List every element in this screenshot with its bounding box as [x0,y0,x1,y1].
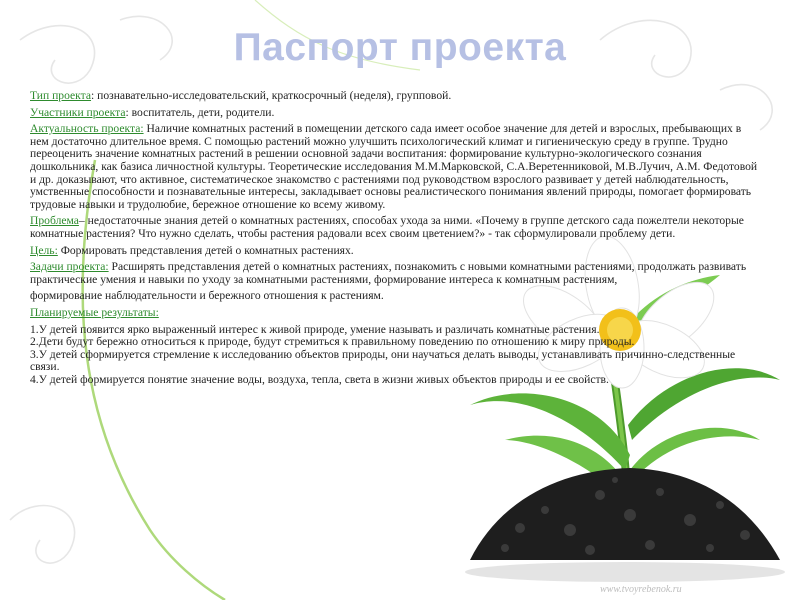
goal-paragraph [30,245,758,258]
problem-paragraph [30,215,758,240]
tasks-paragraph [30,261,758,286]
soil-pile-icon [465,468,785,582]
project-type-label: Тип проекта [30,89,92,102]
tasks-text-continued: формирование наблюдательности и бережного отношения к растениям. [30,289,384,303]
goal-label: Цель: [30,243,58,257]
result-item: 4.У детей формируется понятие значение воды, воздуха, тепла, света в жизни живых объектов природы и ее свойств. [30,372,609,386]
watermark: www.tvoyrebenok.ru [600,584,682,595]
results-heading [30,307,758,320]
participants-paragraph [30,107,758,120]
tasks-paragraph-continued [30,290,758,303]
result-item: 3.У детей сформируется стремление к исследованию объектов природы, они научаться делать выводы, устанавливать причинно-следственные связи. [30,347,736,374]
goal-text: Формировать представления детей о комнатных растениях. [57,243,354,257]
results-list [30,324,758,387]
relevance-label: Актуальность проекта: [30,122,144,136]
result-item: 1.У детей появится ярко выраженный интерес к живой природе, умение называть и различать комнатные растения. [30,322,600,336]
project-type-paragraph [30,90,758,103]
tasks-text: Расширять представления детей о комнатных растениях, познакомить с новыми комнатными растениями, продолжать развивать практические умения и навыки по уходу за комнатными растениями, формирование интереса к комнатным растениям, [30,260,747,286]
result-item: 2.Дети будут бережно относиться к природе, будут стремиться к правильному поведению по отношению к миру природы. [30,335,635,349]
project-type-text: : познавательно-исследовательский, краткосрочный (неделя), групповой. [91,89,452,102]
relevance-paragraph [30,123,758,211]
project-passport-text [30,90,758,386]
problem-text: – недостаточные знания детей о комнатных растениях, способах ухода за ними. «Почему в группе детского сада пожелтели некоторые комнатные растения? Что нужно сделать, чтобы растения радовали всех своим цветением?» - так сформулировали проблему дети. [30,214,744,240]
tasks-label: Задачи проекта: [30,260,109,274]
page-title: Паспорт проекта [233,26,567,69]
problem-label: Проблема [30,214,79,228]
results-label: Планируемые результаты: [30,305,159,319]
participants-label: Участники проекта [30,105,126,119]
participants-text: : воспитатель, дети, родители. [125,105,275,119]
relevance-text: Наличие комнатных растений в помещении детского сада имеет особое значение для детей и взрослых, пребывающих в нем достаточно длительное время. С помощью растений можно улучшить психологический климат и гигиеническую среду в группе. Трудно переоценить значение комнатных растений в решении основной задачи воспитания: формирование культурно-экологического сознания дошкольника, как базиса личностной культуры. Теоретические исследования М.М.Марковской, С.А.Веретенниковой, М.В.Лучич, А.М. Федотовой и др. доказывают, что активное, систематическое знакомство с растениями под руководством взрослого развивает у детей наблюдательность, умственные способности и познавательные интересы, закладывает основы реалистического понимания явлений природы, помогает формировать трудовые навыки и трудолюбие, бережное отношение ко всему живому. [30,122,758,211]
